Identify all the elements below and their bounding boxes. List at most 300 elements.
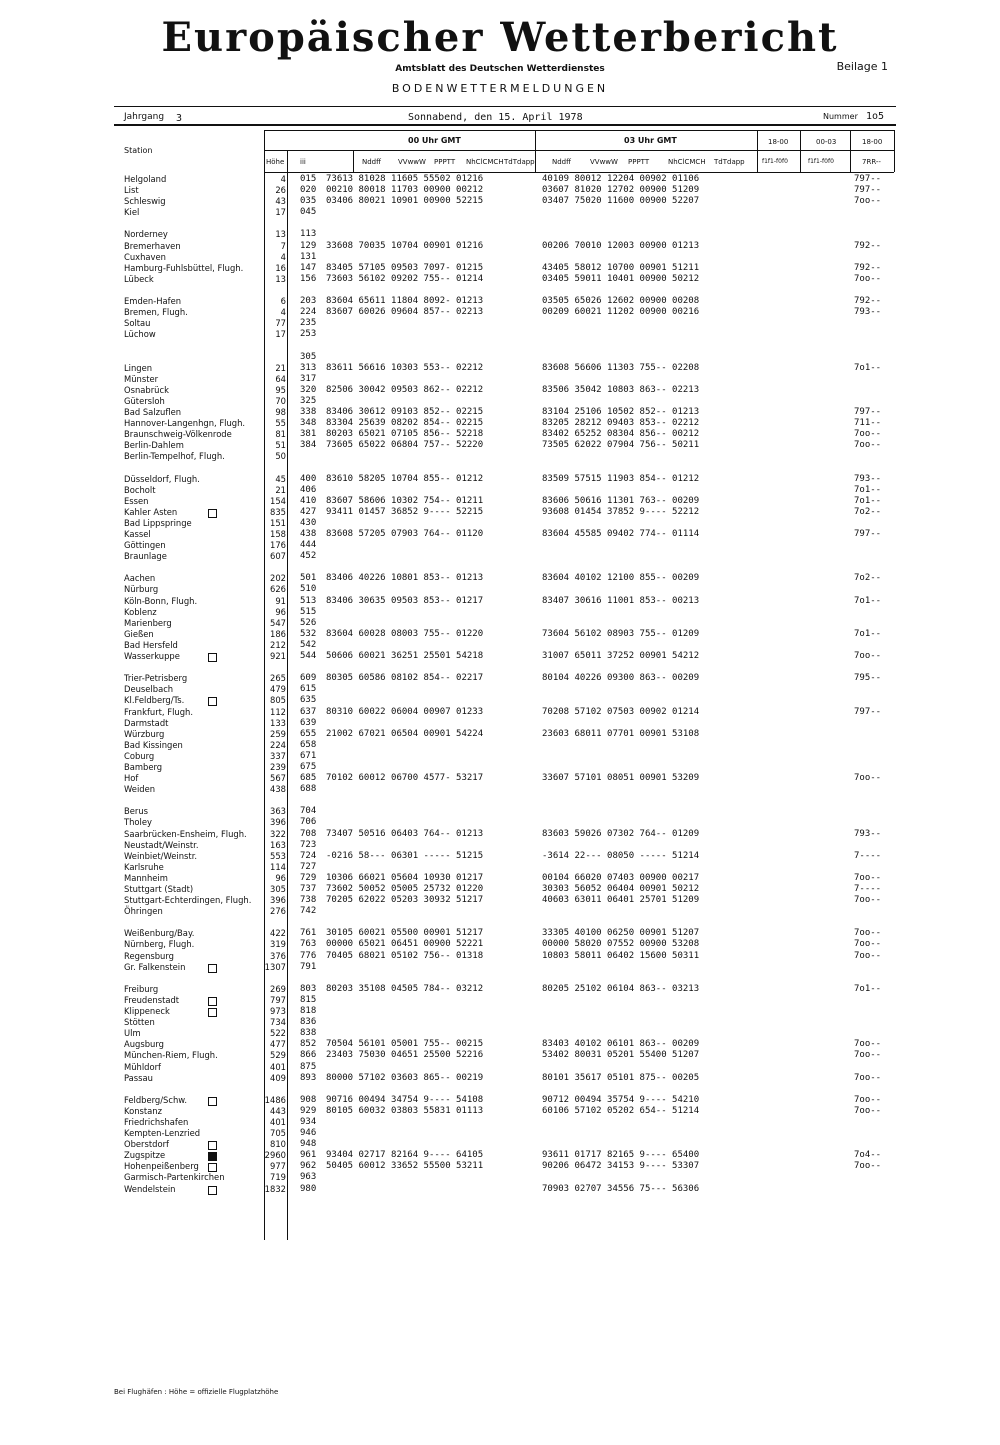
obs-03: 43405 58012 10700 00901 51211 [542,262,700,273]
table-row [0,684,1000,695]
station-index: 875 [300,1061,317,1072]
square-icon [208,1141,217,1150]
station-index: 313 [300,362,317,373]
station-name: Ulm [124,1028,141,1039]
table-row [0,817,1000,828]
col-vvwww-3: VVwwW [590,158,618,166]
obs-extra: 7oo-- [854,273,882,284]
station-index: 444 [300,540,317,551]
station-index: 113 [300,229,317,240]
obs-00: 73603 56102 09202 755-- 01214 [326,273,484,284]
col-x1b: f1f1-f0f0 [762,158,788,165]
station-height: 186 [270,628,286,639]
station-height: 734 [270,1017,286,1028]
station-index: 852 [300,1039,317,1050]
station-name: Wasserkuppe [124,651,180,662]
obs-03: 23603 68011 07701 00901 53108 [542,728,700,739]
station-name: Regensburg [124,950,174,961]
station-index: 658 [300,739,317,750]
square-icon [208,1097,217,1106]
obs-extra: 7o4-- [854,1150,882,1161]
table-row [0,651,1000,662]
obs-00: 30105 60021 05500 00901 51217 [326,928,484,939]
obs-00: 70102 60012 06700 4577- 53217 [326,773,484,784]
station-index: 637 [300,706,317,717]
station-name: Zugspitze [124,1150,166,1161]
station-name: Marienberg [124,617,172,628]
station-index: 803 [300,983,317,994]
station-name: Hamburg-Fuhlsbüttel, Flugh. [124,262,244,273]
station-height: 4 [280,251,286,262]
table-row [0,207,1000,218]
obs-03: 93611 01717 82165 9---- 65400 [542,1150,700,1161]
obs-03: 70208 57102 07503 00902 01214 [542,706,700,717]
station-height: 64 [275,373,286,384]
station-index: 727 [300,861,317,872]
obs-03: 33305 40100 06250 00901 51207 [542,928,700,939]
station-name: Kassel [124,529,151,539]
station-name: Kempten-Lenzried [124,1128,201,1139]
station-index: 963 [300,1172,317,1183]
obs-03: 40109 80012 12204 00902 01106 [542,174,700,184]
station-height: 212 [270,639,286,650]
obs-03: 80101 35617 05101 875-- 00205 [542,1072,700,1083]
table-row [0,1050,1000,1061]
station-name: Saarbrücken-Ensheim, Flugh. [124,828,247,839]
obs-00: 73602 50052 05005 25732 01220 [326,884,484,894]
table-row [0,584,1000,595]
station-height: 17 [275,329,286,340]
station-height: 6 [280,296,286,307]
obs-00: 93411 01457 36852 9---- 52215 [326,506,484,517]
filled-square-icon [208,1152,217,1161]
station-index: 156 [300,273,317,284]
station-height: 1832 [264,1183,286,1194]
col-hoehe: Höhe [266,158,285,166]
nummer-value: 1o5 [866,111,885,122]
station-index: 738 [300,895,317,906]
obs-00: 90716 00494 34754 9---- 54108 [326,1094,484,1105]
obs-extra: 7---- [854,850,882,861]
table-row [0,873,1000,884]
station-height: 553 [270,850,286,861]
station-name: Wendelstein [124,1183,176,1194]
station-height: 13 [275,273,286,284]
station-height: 529 [270,1050,286,1061]
station-index: 893 [300,1072,317,1083]
obs-03: 83604 40102 12100 855-- 00209 [542,573,700,584]
station-index: 685 [300,773,317,784]
station-index: 615 [300,684,317,695]
station-height: 921 [270,651,286,662]
obs-00: 93404 02717 82164 9---- 64105 [326,1150,484,1161]
obs-03: 83205 28212 09403 853-- 02212 [542,418,700,429]
station-index: 348 [300,418,317,429]
station-index: 836 [300,1017,317,1028]
station-name: Öhringen [124,906,163,917]
station-name: Lingen [124,362,153,373]
station-index: 430 [300,517,317,528]
obs-03: 83608 56606 11303 755-- 02208 [542,362,700,373]
table-row [0,629,1000,640]
station-name: Deuselbach [124,684,174,695]
col-divider-x3 [850,130,851,172]
station-index: 838 [300,1028,317,1039]
table-row [0,1073,1000,1084]
group-spacer [0,340,1000,351]
station-height: 396 [270,817,286,828]
station-index: 325 [300,395,317,406]
station-name: Trier-Petrisberg [124,673,188,684]
station-index: 410 [300,495,317,506]
obs-00: 83405 57105 09503 7097- 01215 [326,262,484,273]
jahrgang-label: Jahrgang [124,112,165,122]
station-index: 763 [300,939,317,950]
station-name: Braunlage [124,551,167,562]
table-row [0,252,1000,263]
station-name: Tholey [124,817,152,828]
obs-00: 83304 25639 08202 854-- 02215 [326,418,484,429]
obs-extra: 7oo-- [854,1072,882,1083]
obs-03: 33607 57101 08051 00901 53209 [542,773,700,784]
obs-00: 80203 35108 04505 784-- 03212 [326,983,484,994]
station-name: Schleswig [124,196,166,207]
table-row [0,884,1000,895]
station-height: 626 [270,584,286,595]
station-index: 671 [300,750,317,761]
obs-extra: 7o2-- [854,506,882,517]
table-row [0,1172,1000,1183]
table-row [0,751,1000,762]
col-divider-a [353,150,354,172]
table-row [0,596,1000,607]
station-index: 542 [300,639,317,650]
station-name: Koblenz [124,606,157,617]
station-index: 224 [300,307,317,318]
table-row [0,1095,1000,1106]
obs-00: 10306 66021 05604 10930 01217 [326,872,484,883]
table-row [0,274,1000,285]
footnote: Bei Flughäfen : Höhe = offizielle Flugplatzhöhe [114,1388,279,1396]
table-row [0,695,1000,706]
obs-00: 00000 65021 06451 00900 52221 [326,939,484,950]
obs-extra: 7o2-- [854,573,882,584]
obs-extra: 7oo-- [854,1094,882,1105]
obs-00: 03406 80021 10901 00900 52215 [326,196,484,207]
station-index: 706 [300,817,317,828]
obs-00: 83607 58606 10302 754-- 01211 [326,495,484,506]
obs-extra: 7oo-- [854,872,882,883]
table-row [0,806,1000,817]
station-index: 946 [300,1128,317,1139]
station-height: 4 [280,307,286,318]
station-index: 544 [300,651,317,662]
station-name: Aachen [124,573,156,584]
table-row [0,451,1000,462]
station-index: 934 [300,1116,317,1127]
station-height: 133 [270,717,286,728]
table-row [0,329,1000,340]
obs-00: 80203 65021 07105 856-- 52218 [326,429,484,440]
station-index: 791 [300,961,317,972]
issue-date: Sonnabend, den 15. April 1978 [408,112,583,123]
table-row [0,307,1000,318]
station-name: Münster [124,373,159,384]
obs-extra: 7o1-- [854,484,882,495]
station-name: Augsburg [124,1039,164,1050]
station-height: 112 [270,706,286,717]
station-height: 91 [275,595,286,606]
obs-00: 73407 50516 06403 764-- 01213 [326,828,484,839]
obs-00: 83611 56616 10303 553-- 02212 [326,362,484,373]
station-height: 522 [270,1028,286,1039]
table-row [0,474,1000,485]
station-name: Bamberg [124,761,163,772]
station-name: Stuttgart (Stadt) [124,884,194,894]
station-name: Soltau [124,318,151,329]
table-row [0,1039,1000,1050]
obs-03: 40603 63011 06401 25701 51209 [542,895,700,906]
station-height: 2960 [264,1150,286,1161]
station-index: 015 [300,174,317,184]
station-height: 1307 [264,961,286,972]
obs-extra: 797-- [854,706,882,717]
col-iii: iii [300,158,306,166]
obs-extra: 7oo-- [854,196,882,207]
station-index: 045 [300,207,317,218]
station-name: Neustadt/Weinstr. [124,839,199,850]
station-name: Kiel [124,207,140,218]
station-index: 510 [300,584,317,595]
obs-extra: 7o1-- [854,595,882,606]
station-name: Passau [124,1072,153,1083]
obs-extra: 7oo-- [854,895,882,906]
obs-extra: 7oo-- [854,773,882,784]
page-title: Europäischer Wetterbericht [161,14,839,61]
obs-00: 21002 67021 06504 00901 54224 [326,728,484,739]
station-name: Weinbiet/Weinstr. [124,850,198,861]
station-height: 1486 [264,1094,286,1105]
table-row [0,962,1000,973]
station-name: Gießen [124,628,154,639]
square-icon [208,1008,217,1017]
obs-03: 03405 59011 10401 00900 50212 [542,273,700,284]
table-row [0,851,1000,862]
station-index: 020 [300,185,317,196]
table-row [0,485,1000,496]
obs-03: 31007 65011 37252 00901 54212 [542,651,700,662]
station-height: 443 [270,1105,286,1116]
station-height: 835 [270,506,286,517]
group-spacer [0,795,1000,806]
station-index: 338 [300,406,317,417]
obs-03: 03607 81020 12702 00900 51209 [542,185,700,196]
table-row [0,418,1000,429]
obs-extra: 7oo-- [854,1105,882,1116]
table-row [0,185,1000,196]
square-icon [208,1163,217,1172]
table-row [0,529,1000,540]
col-group-00: 00 Uhr GMT [408,136,461,145]
station-height: 607 [270,551,286,562]
station-index: 438 [300,529,317,539]
station-index: 818 [300,1006,317,1017]
station-height: 322 [270,828,286,839]
station-name: Friedrichshafen [124,1116,189,1127]
col-x2b: f1f1-f0f0 [808,158,834,165]
obs-extra: 797-- [854,185,882,196]
table-row [0,1017,1000,1028]
station-name: Gütersloh [124,395,165,406]
station-index: 513 [300,595,317,606]
station-index: 961 [300,1150,317,1161]
station-height: 401 [270,1116,286,1127]
obs-extra: 792-- [854,296,882,307]
table-row [0,174,1000,185]
station-index: 131 [300,251,317,262]
table-row [0,1184,1000,1195]
group-spacer [0,285,1000,296]
obs-extra: 797-- [854,406,882,417]
station-height: 4 [280,174,286,184]
station-name: Kahler Asten [124,506,178,517]
station-name: Osnabrück [124,384,169,395]
group-spacer [0,1084,1000,1095]
col-rule-mid [264,150,894,151]
station-height: 43 [275,196,286,207]
station-height: 973 [270,1006,286,1017]
col-rule-bottom [264,172,894,173]
station-height: 81 [275,429,286,440]
table-row [0,1106,1000,1117]
beilage-label: Beilage 1 [836,60,888,73]
station-name: Bocholt [124,484,156,495]
station-index: 962 [300,1161,317,1172]
station-name: Hannover-Langenhgn, Flugh. [124,418,246,429]
col-divider-g [535,130,536,172]
station-height: 7 [280,240,286,251]
group-spacer [0,462,1000,473]
table-row [0,995,1000,1006]
obs-03: 83104 25106 10502 852-- 01213 [542,406,700,417]
station-name: Bad Kissingen [124,739,183,750]
table-row [0,352,1000,363]
station-name: Kl.Feldberg/Ts. [124,695,185,706]
station-height: 305 [270,884,286,894]
obs-03: 90712 00494 35754 9---- 54210 [542,1094,700,1105]
col-x3: 18-00 [862,138,883,146]
station-index: 688 [300,784,317,795]
station-name: Berlin-Dahlem [124,440,184,451]
station-height: 151 [270,517,286,528]
obs-extra: 793-- [854,307,882,318]
station-index: 384 [300,440,317,451]
col-divider-x [757,130,758,172]
page-subtitle: Amtsblatt des Deutschen Wetterdienstes [395,64,605,74]
station-height: 95 [275,384,286,395]
obs-extra: 797-- [854,529,882,539]
station-height: 265 [270,673,286,684]
station-index: 948 [300,1139,317,1150]
station-index: 305 [300,351,317,362]
station-name: Frankfurt, Flugh. [124,706,193,717]
station-index: 406 [300,484,317,495]
station-height: 51 [275,440,286,451]
col-divider-x2 [800,130,801,172]
table-row [0,385,1000,396]
obs-03: 00000 58020 07552 00900 53208 [542,939,700,950]
table-row [0,363,1000,374]
nummer-label: Nummer [823,112,858,121]
station-index: 639 [300,717,317,728]
obs-03: 03505 65026 12602 00900 00208 [542,296,700,307]
station-name: Feldberg/Schw. [124,1094,188,1105]
station-height: 163 [270,839,286,850]
obs-00: 70205 62022 05203 30932 51217 [326,895,484,906]
table-row [0,729,1000,740]
station-height: 21 [275,484,286,495]
obs-extra: 7o1-- [854,495,882,506]
col-nhcl-3: NhClCMCH [668,158,706,166]
station-index: 724 [300,850,317,861]
table-row [0,440,1000,451]
station-index: 427 [300,506,317,517]
obs-extra: 793-- [854,828,882,839]
col-x2: 00-03 [816,138,837,146]
station-height: 13 [275,229,286,240]
station-height: 567 [270,773,286,784]
obs-03: 83506 35042 10803 863-- 02213 [542,384,700,395]
obs-03: 60106 57102 05202 654-- 51214 [542,1105,700,1116]
station-index: 737 [300,884,317,894]
station-name: Braunschweig-Völkenrode [124,429,232,440]
table-row [0,718,1000,729]
station-index: 452 [300,551,317,562]
station-name: Darmstadt [124,717,169,728]
station-height: 477 [270,1039,286,1050]
obs-00: 80000 57102 03603 865-- 00219 [326,1072,484,1083]
table-row [0,829,1000,840]
table-row [0,673,1000,684]
station-height: 70 [275,395,286,406]
station-height: 363 [270,806,286,817]
station-index: 742 [300,906,317,917]
obs-extra: 7oo-- [854,928,882,939]
table-row [0,906,1000,917]
station-index: 400 [300,473,317,484]
station-name: Garmisch-Partenkirchen [124,1172,225,1183]
table-row [0,707,1000,718]
group-spacer [0,973,1000,984]
station-index: 147 [300,262,317,273]
obs-extra: 7oo-- [854,950,882,961]
station-name: Oberstdorf [124,1139,169,1150]
square-icon [208,997,217,1006]
station-index: 532 [300,628,317,639]
station-name: Bremen, Flugh. [124,307,188,318]
observation-table [0,174,1000,1195]
table-row [0,862,1000,873]
station-name: Lüchow [124,329,156,340]
col-vvwww-0: VVwwW [398,158,426,166]
col-station: Station [124,146,153,155]
station-name: Bad Hersfeld [124,639,178,650]
table-row [0,951,1000,962]
obs-00: 50606 60021 36251 25501 54218 [326,651,484,662]
obs-00: 50405 60012 33652 55500 53211 [326,1161,484,1172]
table-row [0,762,1000,773]
obs-extra: 7oo-- [854,651,882,662]
